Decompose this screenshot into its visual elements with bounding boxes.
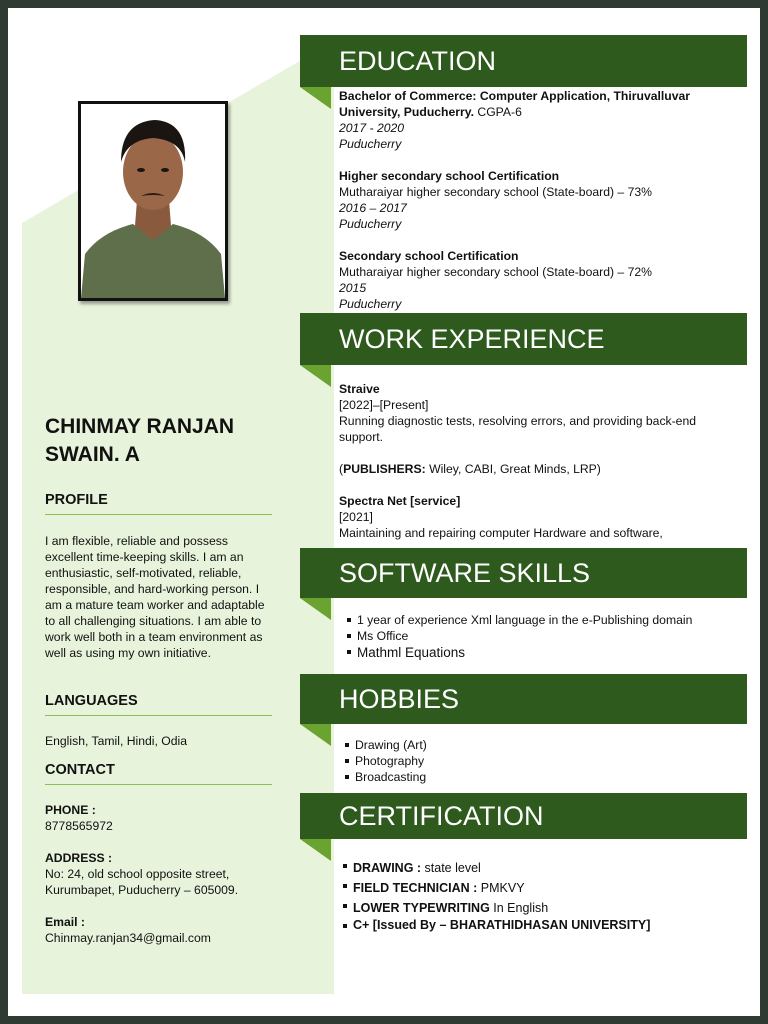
work-company: Spectra Net [service] xyxy=(339,494,461,508)
profile-text: I am flexible, reliable and possess excellent time-keeping skills. I am an enthusiastic, self-motivated, reliable, responsible, and hard-working person. I am a mature team worker and adaptable to all challenging situations. I am able to work well both in a team environment as well as using my own initiative. xyxy=(45,534,265,660)
profile-photo xyxy=(78,101,228,301)
work-desc: Running diagnostic tests, resolving errors, and providing back-end support. xyxy=(339,414,697,444)
certification-list xyxy=(343,858,743,932)
work-publishers: (PUBLISHERS: Wiley, CABI, Great Minds, LRP) xyxy=(339,462,601,476)
certification-item: LOWER TYPEWRITING In English xyxy=(343,898,743,918)
hobbies-banner xyxy=(300,674,747,724)
phone-label: PHONE : xyxy=(45,803,96,817)
work-desc: Maintaining and repairing computer Hardware and software, xyxy=(339,526,663,540)
email-label: Email : xyxy=(45,915,85,929)
languages-heading: LANGUAGES xyxy=(45,693,138,709)
contact-heading: CONTACT xyxy=(45,762,115,778)
education-years: 2017 - 2020 xyxy=(339,121,405,135)
education-title: Secondary school Certification xyxy=(339,249,519,263)
skills-fold xyxy=(300,598,331,620)
skills-banner xyxy=(300,548,747,598)
education-item xyxy=(339,88,699,152)
skill-item: 1 year of experience Xml language in the e-Publishing domain xyxy=(347,612,727,628)
work-period: [2022]–[Present] xyxy=(339,398,429,412)
hobbies-fold xyxy=(300,724,331,746)
education-title: Bachelor of Commerce: Computer Application, Thiruvalluvar University, Puducherry. xyxy=(339,89,691,119)
work-fold xyxy=(300,365,331,387)
address-value: No: 24, old school opposite street, Kurumbapet, Puducherry – 605009. xyxy=(45,867,239,897)
certification-banner xyxy=(300,793,747,839)
profile-rule xyxy=(45,514,272,515)
work-item xyxy=(339,493,711,541)
address-label: ADDRESS : xyxy=(45,851,113,865)
certification-heading: CERTIFICATION xyxy=(339,800,544,831)
hobbies-heading: HOBBIES xyxy=(339,683,460,714)
hobby-item: Photography xyxy=(345,753,725,769)
education-grade: CGPA-6 xyxy=(474,105,522,119)
contact-block xyxy=(45,802,277,946)
work-list xyxy=(339,381,711,541)
education-years: 2015 xyxy=(339,281,367,295)
languages-rule xyxy=(45,715,272,716)
email-value: Chinmay.ranjan34@gmail.com xyxy=(45,931,211,945)
education-list xyxy=(339,88,699,312)
education-place: Puducherry xyxy=(339,297,402,311)
languages-text: English, Tamil, Hindi, Odia xyxy=(45,734,188,748)
profile-heading: PROFILE xyxy=(45,492,108,508)
resume-page xyxy=(8,8,760,1016)
certification-item: FIELD TECHNICIAN : PMKVY xyxy=(343,878,743,898)
work-banner xyxy=(300,313,747,365)
phone-value: 8778565972 xyxy=(45,819,113,833)
work-company: Straive xyxy=(339,382,380,396)
education-place: Puducherry xyxy=(339,137,402,151)
contact-rule xyxy=(45,784,272,785)
education-title: Higher secondary school Certification xyxy=(339,169,560,183)
education-item xyxy=(339,248,699,312)
education-item xyxy=(339,168,699,232)
skills-list xyxy=(347,612,727,662)
work-item xyxy=(339,381,711,477)
work-period: [2021] xyxy=(339,510,373,524)
education-school: Mutharaiyar higher secondary school (State-board) – 73% xyxy=(339,185,652,199)
skill-item: Ms Office xyxy=(347,628,727,644)
education-place: Puducherry xyxy=(339,217,402,231)
education-fold xyxy=(300,87,331,109)
certification-item: C+ [Issued By – BHARATHIDHASAN UNIVERSITY] xyxy=(343,918,743,932)
education-years: 2016 – 2017 xyxy=(339,201,407,215)
work-heading: WORK EXPERIENCE xyxy=(339,323,605,354)
education-banner xyxy=(300,35,747,87)
certification-fold xyxy=(300,839,331,861)
education-heading: EDUCATION xyxy=(339,45,497,76)
profile-name: CHINMAY RANJAN SWAIN. A xyxy=(45,415,235,466)
certification-item: DRAWING : state level xyxy=(343,858,743,878)
skills-heading: SOFTWARE SKILLS xyxy=(339,557,591,588)
hobbies-list xyxy=(345,737,725,785)
hobby-item: Drawing (Art) xyxy=(345,737,725,753)
education-school: Mutharaiyar higher secondary school (State-board) – 72% xyxy=(339,265,652,279)
hobby-item: Broadcasting xyxy=(345,769,725,785)
skill-item: Mathml Equations xyxy=(347,644,727,662)
